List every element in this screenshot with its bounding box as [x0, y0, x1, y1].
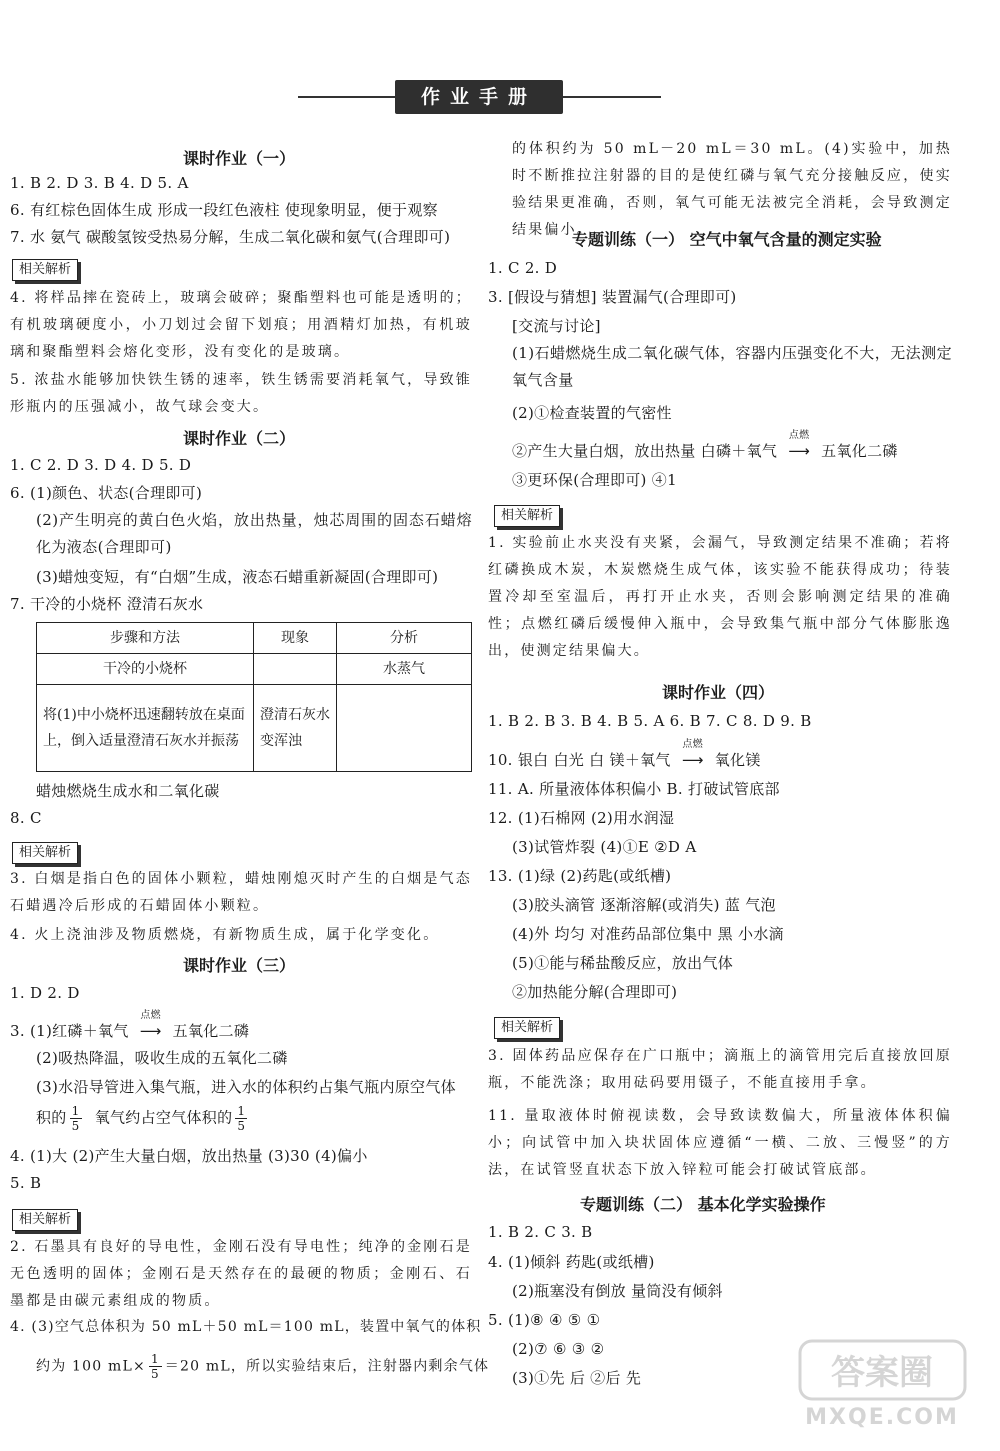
analysis-paragraph: 3. 固体药品应保存在广口瓶中；滴瓶上的滴管用完后直接放回原瓶，不能洗涤；取用砝码要用镊子，不能直接用手拿。: [488, 1048, 952, 1091]
equation-left: 10. 银白 白光 白 镁＋氧气: [488, 751, 671, 769]
answer-line: 1. B 2. C 3. B: [488, 1223, 593, 1241]
answer-line: 12. (1)石棉网 (2)用水润湿: [488, 809, 675, 827]
answer-paragraph: (1)石蜡燃烧生成二氧化碳气体，容器内压强变化不大，无法测定氧气含量: [512, 344, 952, 389]
analysis-badge-label: 相关解析: [19, 1212, 72, 1227]
section-title: 课时作业（二）: [183, 429, 296, 448]
reaction-condition: 点燃: [788, 430, 810, 441]
answer-line: 1. B 2. D 3. B 4. D 5. A: [10, 174, 189, 192]
fraction: [149, 1352, 162, 1381]
page-title: 作业手册: [395, 80, 563, 114]
analysis-badge: [494, 505, 560, 527]
answer-line: 1. C 2. D 3. D 4. D 5. D: [10, 456, 192, 474]
answer-line: ③更环保(合理即可) ④1: [512, 471, 677, 489]
answer-line: (3)①先 后 ②后 先: [512, 1369, 642, 1387]
answer-line: 4. (1)大 (2)产生大量白烟，放出热量 (3)30 (4)偏小: [10, 1147, 368, 1165]
answer-line: [交流与讨论]: [512, 317, 601, 335]
answer-line: (3)蜡烛变短，有“白烟”生成，液态石蜡重新凝固(合理即可): [36, 568, 439, 586]
answer-line: ②加热能分解(合理即可): [512, 983, 678, 1001]
fraction-numerator: 1: [237, 1104, 246, 1118]
header-rule-left: [298, 96, 395, 98]
section-title: 课时作业（三）: [183, 956, 296, 975]
analysis-paragraph: 4. 将样品摔在瓷砖上，玻璃会破碎；聚酯塑料也可能是透明的；有机玻璃硬度小，小刀划过会留下划痕；用酒精灯加热，有机玻璃和聚酯塑料会熔化变形，没有变化的是玻璃。: [10, 290, 472, 360]
analysis-paragraph: 3. 白烟是指白色的固体小颗粒，蜡烛刚熄灭时产生的白烟是气态石蜡遇冷后形成的石蜡固体小颗粒。: [10, 871, 472, 914]
text-segment: 积的: [36, 1108, 67, 1127]
answer-line: [36, 1104, 250, 1133]
watermark-cn: 答案圈: [831, 1353, 933, 1393]
table-header-cell: 步骤和方法: [37, 623, 254, 654]
fraction-numerator: 1: [71, 1104, 80, 1118]
answer-line: (3)胶头滴管 逐渐溶解(或消失) 蓝 气泡: [512, 896, 776, 914]
answer-line: (2)吸热降温，吸收生成的五氧化二磷: [36, 1049, 288, 1067]
answer-line: (4)外 均匀 对准药品部位集中 黑 小水滴: [512, 925, 784, 943]
analysis-badge: [494, 1017, 560, 1039]
table-row: [37, 654, 472, 685]
reaction-condition: 点燃: [140, 1010, 161, 1021]
text-segment: 约为 100 mL×: [36, 1358, 146, 1375]
table-cell: [254, 654, 337, 685]
answer-line: 1. C 2. D: [488, 259, 558, 277]
analysis-paragraph: 4. 火上浇油涉及物质燃烧，有新物质生成，属于化学变化。: [10, 927, 440, 943]
answer-line: 7. 水 氨气 碳酸氢铵受热易分解，生成二氧化碳和氨气(合理即可): [10, 228, 451, 246]
analysis-badge: [12, 1209, 78, 1231]
answer-line: (3)试管炸裂 (4)①E ②D A: [512, 838, 697, 856]
analysis-paragraph: 2. 石墨具有良好的导电性，金刚石没有导电性；纯净的金刚石是无色透明的固体；金刚石是天然存在的最硬的物质；金刚石、石墨都是由碳元素组成的物质。: [10, 1239, 472, 1309]
answer-line: 13. (1)绿 (2)药匙(或纸槽): [488, 867, 672, 885]
analysis-badge-label: 相关解析: [19, 262, 72, 277]
analysis-badge: [12, 842, 78, 864]
equation-line: [10, 1010, 250, 1041]
answer-line: 8. C: [10, 809, 42, 827]
table-cell: [337, 685, 472, 772]
experiment-table: [36, 622, 472, 772]
analysis-badge: [12, 259, 78, 281]
fraction-denominator: 5: [71, 1119, 80, 1133]
section-title: 课时作业（一）: [183, 149, 296, 168]
table-cell: 水蒸气: [337, 654, 472, 685]
equation-right: 氧化镁: [714, 751, 761, 769]
table-header-row: [37, 623, 472, 654]
site-watermark-logo: [795, 1336, 970, 1431]
table-cell: 澄清石灰水变浑浊: [254, 685, 337, 772]
section-title: 专题训练（一） 空气中氧气含量的测定实验: [572, 230, 882, 249]
fraction: [70, 1104, 82, 1133]
answer-line: 11. A. 所量液体体积偏小 B. 打破试管底部: [488, 780, 780, 798]
fraction: [235, 1104, 247, 1133]
analysis-line: [36, 1352, 489, 1381]
analysis-badge-label: 相关解析: [501, 1020, 554, 1035]
table-header-cell: 分析: [337, 623, 472, 654]
answer-line: 5. B: [10, 1174, 42, 1192]
answer-line: (5)①能与稀盐酸反应，放出气体: [512, 954, 734, 972]
answer-line: 5. (1)⑧ ④ ⑤ ①: [488, 1311, 601, 1329]
text-segment: ＝20 mL，所以实验结束后，注射器内剩余气体: [164, 1358, 490, 1375]
answer-line: 蜡烛燃烧生成水和二氧化碳: [36, 782, 220, 800]
answer-line: 1. D 2. D: [10, 984, 80, 1002]
reaction-condition: 点燃: [682, 739, 704, 750]
analysis-paragraph: 的体积约为 50 mL－20 mL＝30 mL。(4)实验中，加热时不断推拉注射器的目的是使红磷与氧气充分接触反应，使实验结果更准确，否则，氧气可能无法被完全消耗，会导致测定结果偏小。: [512, 141, 952, 238]
equation-line: [512, 430, 898, 461]
answer-line: 7. 干冷的小烧杯 澄清石灰水: [10, 595, 204, 613]
equation-left: ②产生大量白烟，放出热量 白磷＋氧气: [512, 442, 778, 460]
answer-paragraph: (2)产生明亮的黄白色火焰，放出热量，烛芯周围的固态石蜡熔化为液态(合理即可): [36, 511, 472, 556]
table-cell: 将(1)中小烧杯迅速翻转放在桌面上，倒入适量澄清石灰水并振荡: [37, 685, 254, 772]
analysis-badge-label: 相关解析: [19, 845, 72, 860]
fraction-numerator: 1: [150, 1352, 160, 1366]
fraction-denominator: 5: [150, 1367, 160, 1381]
section-title: 课时作业（四）: [662, 683, 775, 702]
arrow-shaft: ⟶: [139, 1022, 162, 1040]
analysis-line: 4. (3)空气总体积为 50 mL＋50 mL＝100 mL，装置中氧气的体积: [10, 1319, 482, 1335]
analysis-paragraph: 5. 浓盐水能够加快铁生锈的速率，铁生锈需要消耗氧气，导致锥形瓶内的压强减小，故气球会变大。: [10, 372, 472, 415]
section-title: 专题训练（二） 基本化学实验操作: [580, 1195, 826, 1214]
analysis-paragraph: 11. 量取液体时俯视读数，会导致读数偏大，所量液体体积偏小；向试管中加入块状固体应遵循“一横、二放、三慢竖”的方法，在试管竖直状态下放入锌粒可能会打破试管底部。: [488, 1108, 952, 1178]
watermark-en: MXQE.COM: [805, 1405, 959, 1430]
text-segment: 氧气约占空气体积的: [94, 1108, 233, 1127]
table-cell: 干冷的小烧杯: [37, 654, 254, 685]
watermark-graphic: [795, 1336, 970, 1431]
answer-line: (2)①检查装置的气密性: [512, 404, 672, 422]
equation-right: 五氧化二磷: [172, 1022, 250, 1040]
header-rule-right: [563, 96, 661, 98]
reaction-arrow: [673, 739, 713, 770]
arrow-shaft: ⟶: [681, 751, 704, 769]
answer-line: 6. (1)颜色、状态(合理即可): [10, 484, 203, 502]
table-row: [37, 685, 472, 772]
arrow-shaft: ⟶: [788, 442, 811, 460]
answer-line: 1. B 2. B 3. B 4. B 5. A 6. B 7. C 8. D 9. B: [488, 712, 812, 730]
answer-line: (3)水沿导管进入集气瓶，进入水的体积约占集气瓶内原空气体: [36, 1078, 456, 1096]
analysis-paragraph: 1. 实验前止水夹没有夹紧，会漏气，导致测定结果不准确；若将红磷换成木炭，木炭燃烧生成气体，该实验不能获得成功；待装置冷却至室温后，再打开止水夹，否则会影响测定结果的准确性；点燃红磷后缓慢伸入瓶中，会导致集气瓶中部分气体膨胀逸出，使测定结果偏大。: [488, 535, 952, 659]
table-header-cell: 现象: [254, 623, 337, 654]
answer-line: 3. [假设与猜想] 装置漏气(合理即可): [488, 288, 737, 306]
equation-left: 3. (1)红磷＋氧气: [10, 1022, 129, 1040]
answer-line: 6. 有红棕色固体生成 形成一段红色液柱 使现象明显，便于观察: [10, 201, 438, 219]
analysis-badge-label: 相关解析: [501, 508, 554, 523]
equation-right: 五氧化二磷: [821, 442, 898, 460]
answer-line: (2)瓶塞没有倒放 量筒没有倾斜: [512, 1282, 723, 1300]
equation-line: [488, 739, 761, 770]
answer-line: 4. (1)倾斜 药匙(或纸槽): [488, 1253, 655, 1271]
reaction-arrow: [779, 430, 819, 461]
fraction-denominator: 5: [237, 1119, 246, 1133]
reaction-arrow: [131, 1010, 171, 1041]
answer-line: (2)⑦ ⑥ ③ ②: [512, 1340, 605, 1358]
